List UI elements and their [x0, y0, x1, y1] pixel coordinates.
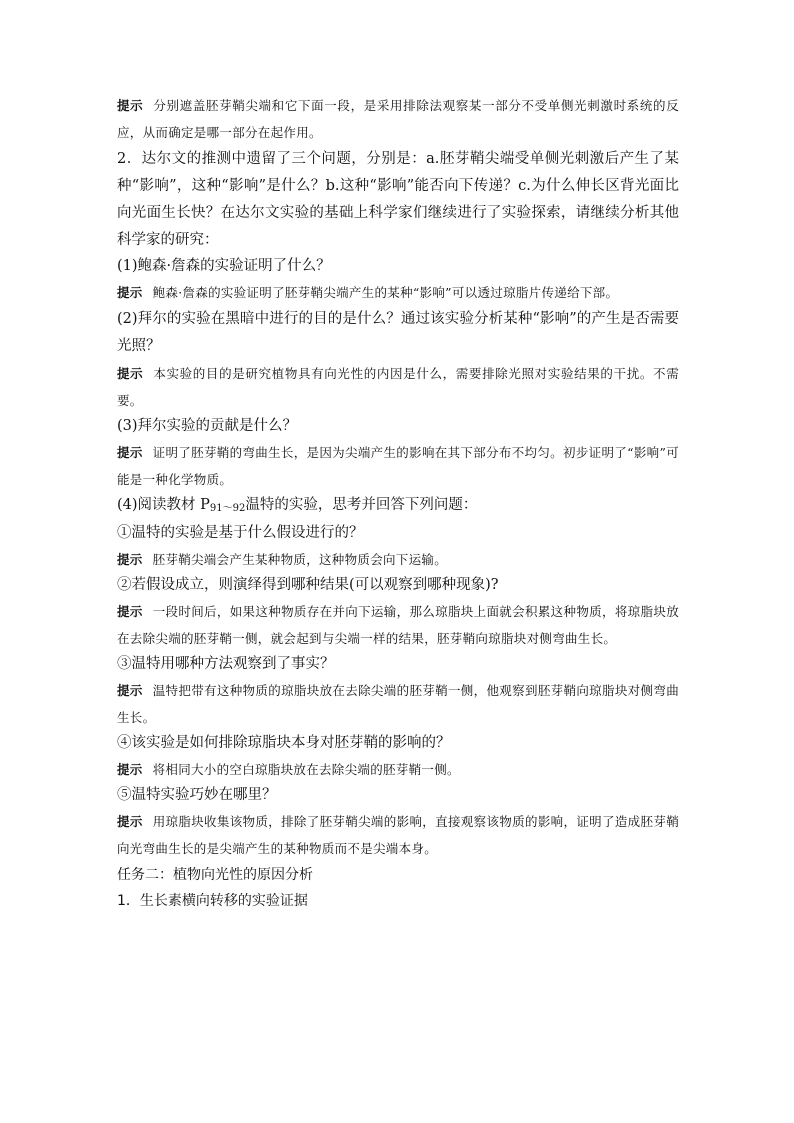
document-page: [117, 92, 679, 914]
hint-paragraph: [117, 677, 679, 731]
hint-label: 提示: [117, 366, 144, 381]
hint-text: 分别遮盖胚芽鞘尖端和它下面一段，是采用排除法观察某一部分不受单侧光刺激时系统的反应，从而确定是哪一部分在起作用。: [117, 98, 679, 140]
hint-text: 本实验的目的是研究植物具有向光性的内因是什么，需要排除光照对实验结果的干扰。不需要。: [117, 366, 679, 408]
sub-question-1: ①温特的实验是基于什么假设进行的？: [117, 525, 364, 541]
hint-text: 一段时间后，如果这种物质存在并向下运输，那么琼脂块上面就会积累这种物质，将琼脂块放在去除尖端的胚芽鞘一侧，就会起到与尖端一样的结果，胚芽鞘向琼脂块对侧弯曲生长。: [117, 604, 679, 646]
page-range-subscript: 91～92: [209, 503, 246, 514]
question-4-prefix: (4)阅读教材 P: [117, 497, 210, 513]
sub-question-5: ⑤温特实验巧妙在哪里？: [117, 787, 277, 803]
hint-label: 提示: [117, 98, 144, 113]
hint-label: 提示: [117, 285, 143, 300]
hint-paragraph: [117, 808, 679, 862]
hint-text: 用琼脂块收集该物质，排除了胚芽鞘尖端的影响，直接观察该物质的影响，证明了造成胚芽鞘向光弯曲生长的是尖端产生的某种物质而不是尖端本身。: [117, 814, 679, 856]
hint-text: 温特把带有这种物质的琼脂块放在去除尖端的胚芽鞘一侧，他观察到胚芽鞘向琼脂块对侧弯曲生长。: [117, 683, 679, 725]
hint-paragraph: [117, 756, 679, 783]
hint-text: 胚芽鞘尖端会产生某种物质，这种物质会向下运输。: [152, 552, 448, 567]
hint-paragraph: [117, 598, 679, 652]
section-heading: 1．生长素横向转移的实验证据: [117, 893, 308, 909]
hint-paragraph: [117, 439, 679, 493]
hint-label: 提示: [117, 683, 143, 698]
hint-paragraph: [117, 360, 679, 414]
hint-paragraph: [117, 546, 679, 573]
sub-question-3: ③温特用哪种方法观察到了事实？: [117, 656, 335, 672]
sub-question-4: ④该实验是如何排除琼脂块本身对胚芽鞘的影响的？: [117, 735, 451, 751]
hint-paragraph: [117, 279, 679, 306]
hint-label: 提示: [117, 814, 143, 829]
hint-text: 将相同大小的空白琼脂块放在去除尖端的胚芽鞘一侧。: [152, 762, 460, 777]
question-4-suffix: 温特的实验，思考并回答下列问题：: [245, 497, 478, 513]
question-2: (2)拜尔的实验在黑暗中进行的目的是什么？通过该实验分析某种“影响”的产生是否需要光照？: [117, 311, 679, 354]
hint-text: 证明了胚芽鞘的弯曲生长，是因为尖端产生的影响在其下部分布不均匀。初步证明了“影响”可能是一种化学物质。: [117, 445, 679, 487]
question-3: (3)拜尔实验的贡献是什么？: [117, 418, 298, 434]
hint-label: 提示: [117, 762, 143, 777]
hint-text: 鲍森·詹森的实验证明了胚芽鞘尖端产生的某种“影响”可以透过琼脂片传递给下部。: [152, 285, 619, 300]
question-4: [117, 493, 679, 521]
question-1: (1)鲍森·詹森的实验证明了什么？: [117, 258, 331, 274]
hint-paragraph: [117, 92, 679, 146]
hint-label: 提示: [117, 552, 143, 567]
sub-question-2: ②若假设成立，则演绎得到哪种结果(可以观察到哪种现象)?: [117, 577, 499, 593]
hint-label: 提示: [117, 445, 143, 460]
task-heading: 任务二：植物向光性的原因分析: [117, 867, 313, 883]
hint-label: 提示: [117, 604, 143, 619]
question-paragraph: 2．达尔文的推测中遗留了三个问题，分别是：a.胚芽鞘尖端受单侧光刺激后产生了某种“影响”，这种“影响”是什么？b.这种“影响”能否向下传递？c.为什么伸长区背光面比向光面生长快？在达尔文实验的基础上科学家们继续进行了实验探索，请继续分析其他科学家的研究：: [117, 151, 679, 248]
